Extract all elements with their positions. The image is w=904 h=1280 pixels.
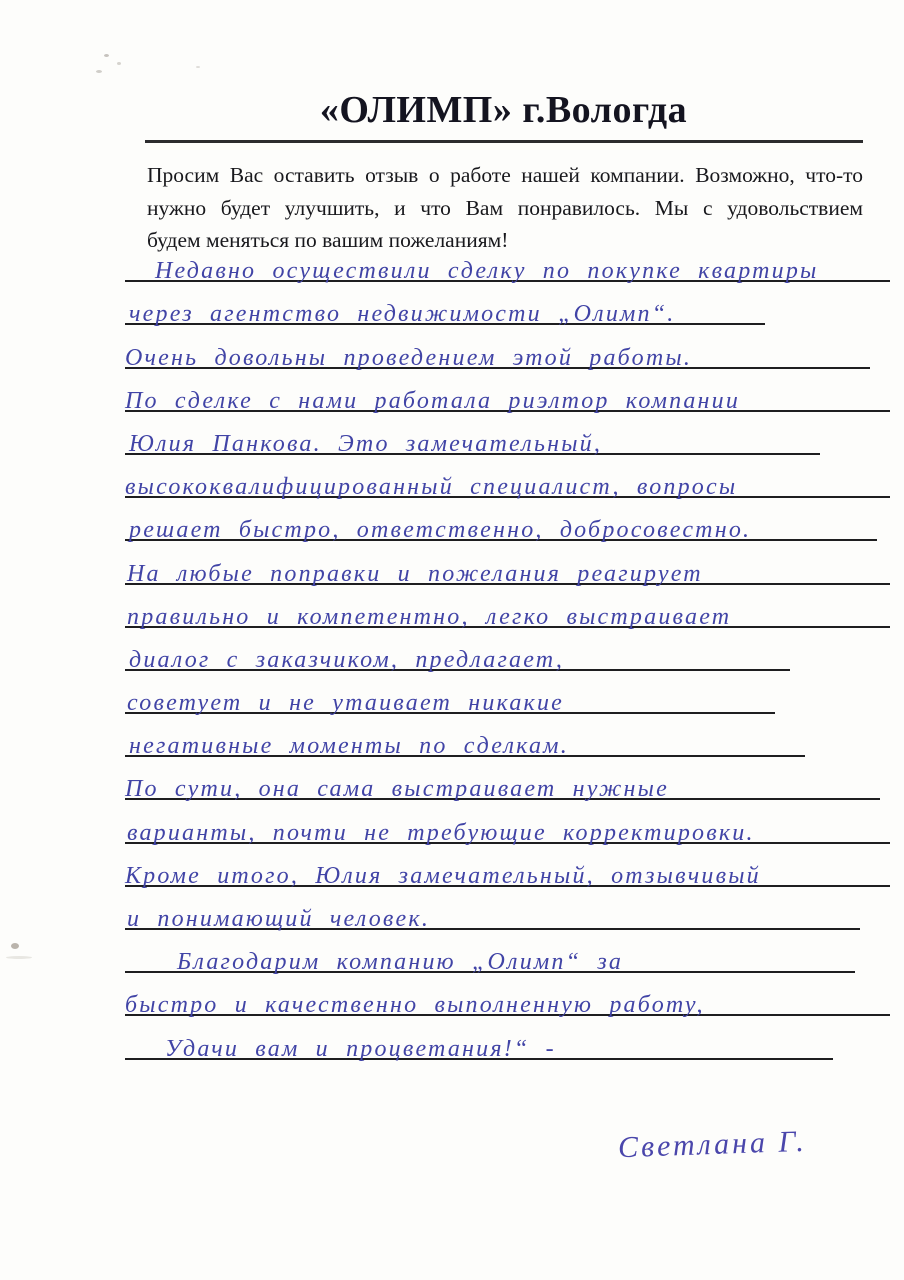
- signature: Светлана Г.: [617, 1124, 808, 1165]
- handwritten-line: [125, 325, 870, 371]
- handwritten-line: [125, 541, 890, 587]
- handwritten-review: [125, 239, 893, 1060]
- scan-speck: [96, 70, 102, 73]
- intro-line: Просим Вас оставить отзыв о работе нашей компании. Возможно, что-то: [147, 163, 863, 187]
- scan-speck: [104, 54, 109, 57]
- scan-speck: [117, 62, 121, 65]
- handwritten-text: через агентство недвижимости „Олимп“.: [129, 301, 676, 328]
- handwritten-text: варианты, почти не требующие корректировки.: [127, 819, 755, 846]
- handwritten-line: [125, 412, 820, 455]
- handwritten-text: Удачи вам и процветания!“ -: [165, 1035, 556, 1062]
- scan-speck: [196, 66, 200, 68]
- handwritten-line: [125, 930, 855, 976]
- company-title: «ОЛИМП» г.Вологда: [319, 89, 688, 131]
- handwritten-text: негативные моменты по сделкам.: [129, 733, 569, 760]
- handwritten-line: [125, 714, 805, 760]
- handwritten-text: Недавно осуществили сделку по покупке квартиры: [155, 258, 819, 285]
- handwritten-line: [125, 887, 860, 930]
- handwritten-line: [125, 498, 877, 544]
- handwritten-line: [125, 671, 775, 717]
- handwritten-line: [125, 239, 890, 285]
- scan-speck: [6, 956, 32, 959]
- handwritten-line: [125, 585, 890, 628]
- handwritten-text: правильно и компетентно, легко выстраивает: [127, 603, 732, 630]
- letterhead: [125, 86, 870, 257]
- handwritten-line: [125, 455, 890, 501]
- handwritten-text: По сути, она сама выстраивает нужные: [125, 776, 669, 803]
- handwritten-line: [125, 1016, 833, 1062]
- handwritten-text: Благодарим компанию „Олимп“ за: [177, 949, 624, 976]
- divider-rule: [145, 140, 863, 143]
- handwritten-text: Юлия Панкова. Это замечательный,: [129, 430, 603, 457]
- handwritten-line: [125, 844, 890, 887]
- handwritten-text: На любые поправки и пожелания реагирует: [127, 560, 703, 587]
- handwritten-text: советует и не утаивает никакие: [127, 690, 565, 717]
- scan-speck: [11, 943, 19, 949]
- handwritten-text: диалог с заказчиком, предлагает,: [129, 646, 565, 673]
- handwritten-text: Очень довольны проведением этой работы.: [125, 344, 693, 371]
- handwritten-text: быстро и качественно выполненную работу,: [125, 992, 705, 1019]
- handwritten-line: [125, 800, 890, 846]
- handwritten-text: высококвалифицированный специалист, вопросы: [125, 474, 738, 501]
- handwritten-text: По сделке с нами работала риэлтор компании: [125, 387, 741, 414]
- handwritten-line: [125, 369, 890, 412]
- handwritten-line: [125, 757, 880, 803]
- handwritten-text: и понимающий человек.: [127, 906, 431, 932]
- intro-line: нужно будет улучшить, и что Вам понравилось. Мы с удовольствием: [147, 195, 863, 220]
- handwritten-text: Кроме итого, Юлия замечательный, отзывчивый: [125, 862, 761, 889]
- handwritten-line: [125, 282, 765, 328]
- handwritten-line: [125, 628, 790, 671]
- handwritten-line: [125, 973, 890, 1019]
- handwritten-text: решает быстро, ответственно, добросовестно.: [129, 517, 752, 544]
- intro-line: будем меняться по вашим пожеланиям!: [147, 228, 509, 252]
